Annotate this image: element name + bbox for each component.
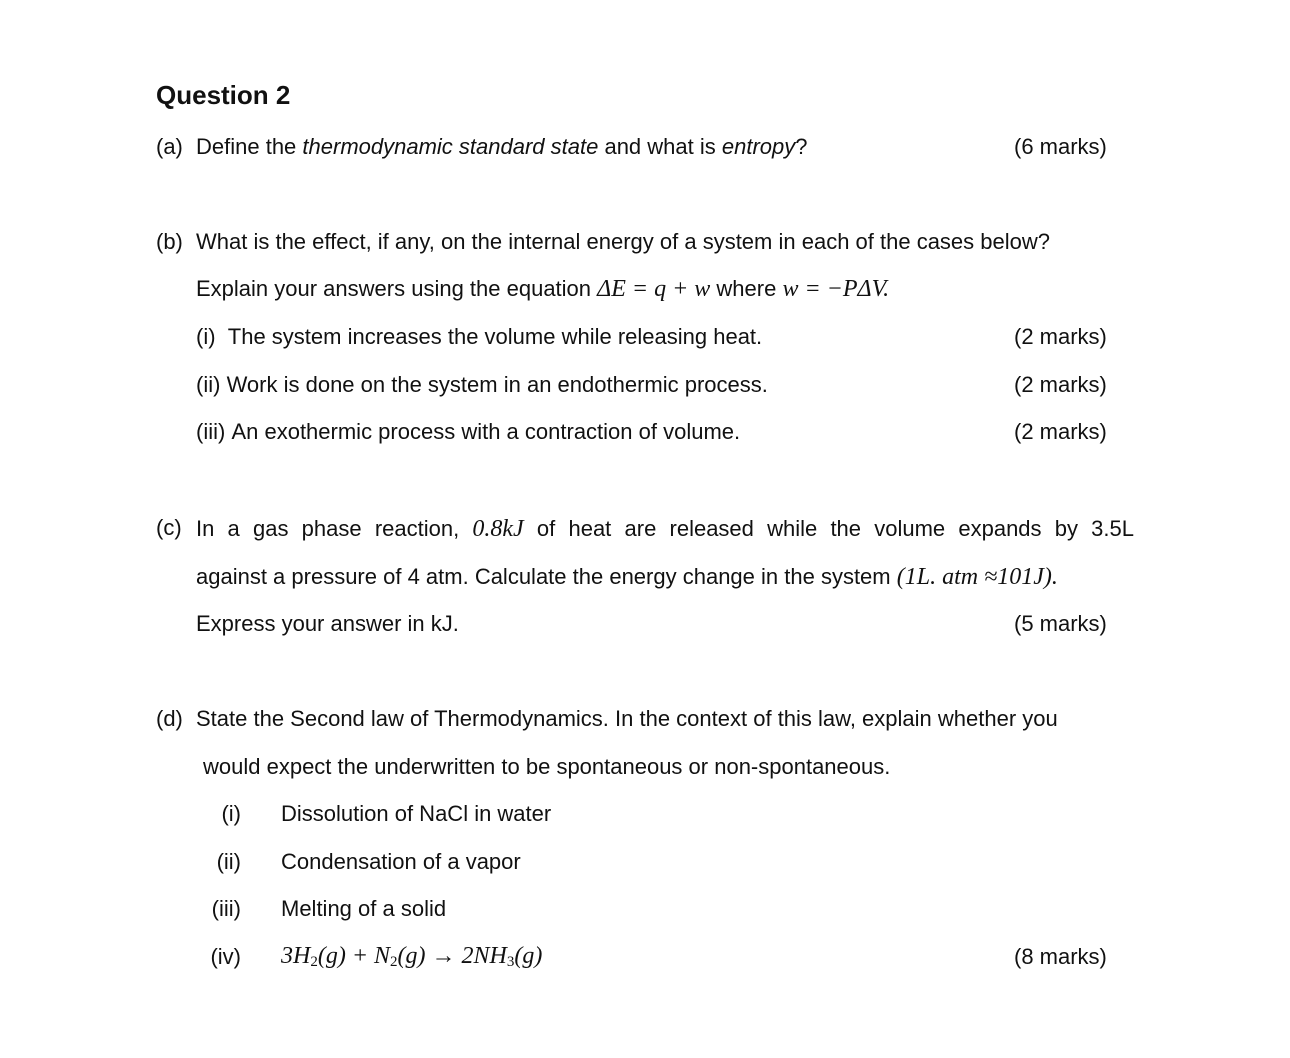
ammonia-synthesis-equation bbox=[281, 944, 542, 968]
part-d-label: (d) bbox=[156, 706, 183, 731]
item-number: (iv) bbox=[210, 944, 241, 969]
part-b-item bbox=[196, 374, 768, 396]
part-d-line-1: State the Second law of Thermodynamics. In the context of this law, explain whether you bbox=[196, 706, 1058, 731]
part-d-marks: (8 marks) bbox=[1014, 944, 1107, 969]
part-b-line-2 bbox=[196, 277, 889, 301]
item-text: Condensation of a vapor bbox=[281, 849, 521, 874]
part-a-question bbox=[196, 136, 808, 158]
conversion-factor: (1L. atm ≈101J). bbox=[896, 564, 1058, 590]
part-b-line-1: What is the effect, if any, on the internal energy of a system in each of the cases below? bbox=[196, 229, 1050, 254]
item-number: (i) bbox=[196, 324, 216, 349]
part-a-text: and what is bbox=[598, 134, 722, 159]
part-c-text: In a gas phase reaction, bbox=[196, 516, 473, 541]
part-d-line-2: would expect the underwritten to be spontaneous or non-spontaneous. bbox=[203, 754, 891, 779]
item-text: Melting of a solid bbox=[281, 896, 447, 921]
term-standard-state: thermodynamic standard state bbox=[302, 134, 599, 159]
eq-subscript: 2 bbox=[310, 954, 318, 970]
item-marks: (2 marks) bbox=[1014, 372, 1107, 397]
part-c-label: (c) bbox=[156, 515, 182, 540]
item-number: (i) bbox=[221, 801, 241, 826]
item-number: (iii) bbox=[211, 896, 241, 921]
eq-part: (g) + N bbox=[317, 943, 391, 969]
first-law-equation: ΔE = q + w bbox=[597, 276, 711, 302]
part-a-label: (a) bbox=[156, 134, 183, 159]
part-b-item bbox=[196, 326, 762, 348]
heat-value: 0.8kJ bbox=[472, 516, 524, 542]
part-c-line-2 bbox=[196, 565, 1058, 589]
item-marks: (2 marks) bbox=[1014, 324, 1107, 349]
item-number: (ii) bbox=[196, 372, 221, 397]
part-b-item bbox=[196, 421, 740, 443]
item-text: Work is done on the system in an endothermic process. bbox=[226, 372, 768, 397]
work-equation: w = −PΔV. bbox=[782, 276, 890, 302]
eq-subscript: 2 bbox=[390, 954, 398, 970]
part-c-marks: (5 marks) bbox=[1014, 611, 1107, 636]
item-number: (ii) bbox=[216, 849, 241, 874]
item-marks: (2 marks) bbox=[1014, 419, 1107, 444]
term-entropy: entropy bbox=[721, 134, 796, 159]
part-b-label: (b) bbox=[156, 229, 183, 254]
eq-part: 3H bbox=[281, 943, 311, 969]
part-c-text: against a pressure of 4 atm. Calculate the energy change in the system bbox=[196, 564, 897, 589]
part-c-text: of heat are released while the volume expands by 3.5L bbox=[523, 516, 1134, 541]
item-number: (iii) bbox=[196, 419, 226, 444]
part-b-text: Explain your answers using the equation bbox=[196, 276, 598, 301]
part-c-line-1 bbox=[196, 517, 1134, 541]
item-text: An exothermic process with a contraction of volume. bbox=[231, 419, 741, 444]
part-c-line-3: Express your answer in kJ. bbox=[196, 611, 459, 636]
part-a-marks: (6 marks) bbox=[1014, 134, 1107, 159]
eq-part: (g) bbox=[514, 943, 543, 969]
item-text: The system increases the volume while releasing heat. bbox=[227, 324, 763, 349]
item-text: Dissolution of NaCl in water bbox=[281, 801, 552, 826]
eq-subscript: 3 bbox=[506, 954, 515, 970]
part-a-text: ? bbox=[795, 134, 808, 159]
part-a-text: Define the bbox=[196, 134, 303, 159]
eq-part: (g) → 2NH bbox=[397, 943, 507, 969]
page-title: Question 2 bbox=[156, 80, 291, 110]
part-b-text: where bbox=[710, 276, 783, 301]
